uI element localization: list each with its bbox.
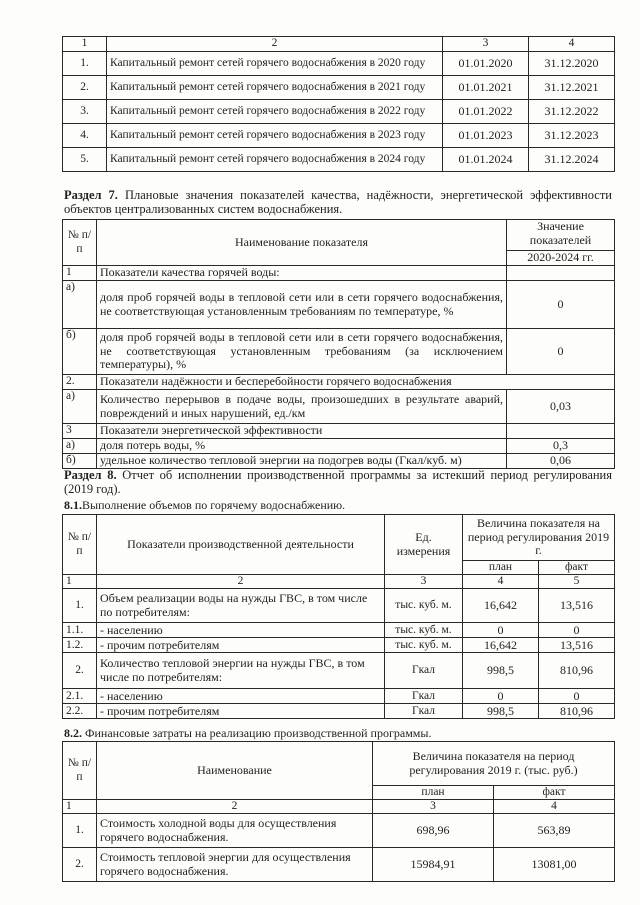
fact-header: факт [539, 561, 615, 575]
row-number: 1. [63, 814, 97, 848]
indicator-value: 0 [507, 329, 615, 375]
col-number: 3 [443, 37, 529, 52]
col-number: 4 [494, 800, 615, 814]
indicator-header: Показатели производственной деятельности [97, 515, 385, 575]
fact-header: факт [494, 786, 615, 800]
table-row [63, 439, 615, 454]
table-row [63, 814, 615, 848]
table-row [63, 390, 615, 424]
indicator-name: Показатели энергетической эффективности [97, 424, 507, 439]
table-row [63, 689, 615, 704]
row-number: 2. [63, 375, 97, 390]
unit: тыс. куб. м. [385, 638, 463, 653]
indicator-name: - населению [97, 623, 385, 638]
row-number: б) [63, 329, 97, 375]
name-header: Наименование показателя [97, 220, 507, 266]
start-date: 01.01.2022 [443, 100, 529, 124]
value-group-header: Величина показателя на период регулирования 2019 г. [463, 515, 615, 561]
number-header: № п/п [63, 742, 97, 800]
table-header-row [63, 515, 615, 561]
start-date: 01.01.2023 [443, 124, 529, 148]
fact-value: 563,89 [494, 814, 615, 848]
fact-value: 0 [539, 689, 615, 704]
fact-value: 13,516 [539, 589, 615, 623]
plan-value: 998,5 [463, 704, 539, 719]
row-number: 4. [63, 124, 107, 148]
indicator-name: Количество перерывов в подаче воды, произошедших в результате аварий, повреждений и иных нарушений, ед./км [97, 390, 507, 424]
column-numbers-row [63, 575, 615, 589]
unit: Гкал [385, 689, 463, 704]
end-date: 31.12.2024 [529, 148, 615, 172]
section8-heading [64, 468, 612, 496]
row-number: 1 [63, 266, 97, 281]
section7-heading [64, 188, 612, 216]
subsection-number: 8.1. [64, 498, 82, 512]
row-number: 3 [63, 424, 97, 439]
indicator-value [507, 424, 615, 439]
unit: Гкал [385, 653, 463, 689]
start-date: 01.01.2021 [443, 76, 529, 100]
indicator-name: доля проб горячей воды в тепловой сети или в сети горячего водоснабжения, не соответствующая установленным требованиям по температуре, % [97, 281, 507, 329]
row-number: 1.1. [63, 623, 97, 638]
section7-indicators-table [62, 219, 615, 469]
subsection-8-2-heading [64, 726, 431, 741]
work-name: Капитальный ремонт сетей горячего водоснабжения в 2021 году [107, 76, 443, 100]
end-date: 31.12.2020 [529, 52, 615, 76]
fact-value: 810,96 [539, 653, 615, 689]
table-row [63, 100, 615, 124]
end-date: 31.12.2022 [529, 100, 615, 124]
fact-value: 13,516 [539, 638, 615, 653]
table-row [63, 76, 615, 100]
indicator-name: удельное количество тепловой энергии на подогрев воды (Гкал/куб. м) [97, 454, 507, 469]
section7-title: Плановые значения показателей качества, надёжности, энергетической эффективности объектов централизованных систем водоснабжения. [64, 188, 612, 216]
indicator-name: Показатели качества горячей воды: [97, 266, 507, 281]
plan-value: 998,5 [463, 653, 539, 689]
col-number: 5 [539, 575, 615, 589]
value-header-title: Значение показателей [529, 219, 592, 248]
name-header: Наименование [97, 742, 373, 800]
column-numbers-row [63, 800, 615, 814]
work-name: Капитальный ремонт сетей горячего водоснабжения в 2020 году [107, 52, 443, 76]
number-header: № п/п [63, 220, 97, 266]
plan-value: 698,96 [373, 814, 494, 848]
indicator-name: доля потерь воды, % [97, 439, 507, 454]
row-number: а) [63, 390, 97, 424]
col-number: 4 [529, 37, 615, 52]
work-name: Капитальный ремонт сетей горячего водоснабжения в 2022 году [107, 100, 443, 124]
row-number: 3. [63, 100, 107, 124]
indicator-value [507, 266, 615, 281]
col-number: 3 [385, 575, 463, 589]
row-number: а) [63, 281, 97, 329]
table-header-row [63, 37, 615, 52]
table-row [63, 52, 615, 76]
table-row [63, 375, 615, 390]
unit: Гкал [385, 704, 463, 719]
plan-header: план [463, 561, 539, 575]
table-header-row [63, 742, 615, 786]
unit: тыс. куб. м. [385, 623, 463, 638]
indicator-value: 0 [507, 281, 615, 329]
row-number: 1. [63, 589, 97, 623]
volumes-table [62, 514, 615, 719]
row-number: 2.2. [63, 704, 97, 719]
row-number: 2. [63, 848, 97, 882]
value-header-period: 2020-2024 гг. [507, 250, 614, 265]
plan-header: план [373, 786, 494, 800]
table-row [63, 148, 615, 172]
col-number: 2 [97, 575, 385, 589]
cost-name: Стоимость тепловой энергии для осуществления горячего водоснабжения. [97, 848, 373, 882]
financial-costs-table [62, 741, 615, 882]
plan-value: 0 [463, 623, 539, 638]
table-row [63, 281, 615, 329]
table-row [63, 653, 615, 689]
row-number: 2. [63, 76, 107, 100]
indicator-name: Количество тепловой энергии на нужды ГВС, в том числе по потребителям: [97, 653, 385, 689]
plan-value: 0 [463, 689, 539, 704]
cost-name: Стоимость холодной воды для осуществления горячего водоснабжения. [97, 814, 373, 848]
table-row [63, 623, 615, 638]
indicator-name: Объем реализации воды на нужды ГВС, в том числе по потребителям: [97, 589, 385, 623]
table-row [63, 704, 615, 719]
col-number: 3 [373, 800, 494, 814]
subsection-title: Финансовые затраты на реализацию производственной программы. [85, 726, 432, 740]
table-row [63, 424, 615, 439]
fact-value: 0 [539, 623, 615, 638]
section8-title: Отчет об исполнении производственной программы за истекший период регулирования (2019 год). [64, 468, 612, 496]
table-header-row [63, 220, 615, 266]
indicator-name: - прочим потребителям [97, 704, 385, 719]
fact-value: 810,96 [539, 704, 615, 719]
indicator-name: - населению [97, 689, 385, 704]
work-name: Капитальный ремонт сетей горячего водоснабжения в 2023 году [107, 124, 443, 148]
start-date: 01.01.2024 [443, 148, 529, 172]
subsection-title: Выполнение объемов по горячему водоснабжению. [82, 498, 346, 512]
table-row [63, 589, 615, 623]
col-number: 2 [97, 800, 373, 814]
indicator-value: 0,06 [507, 454, 615, 469]
col-number: 4 [463, 575, 539, 589]
row-number: 2.1. [63, 689, 97, 704]
section8-label: Раздел 8. [64, 468, 117, 482]
col-number: 1 [63, 800, 97, 814]
table-row [63, 848, 615, 882]
table-row [63, 266, 615, 281]
table-row [63, 454, 615, 469]
table-row [63, 329, 615, 375]
plan-value: 16,642 [463, 638, 539, 653]
row-number: б) [63, 454, 97, 469]
col-number: 1 [63, 37, 107, 52]
row-number: а) [63, 439, 97, 454]
value-header [507, 220, 615, 266]
row-number: 1. [63, 52, 107, 76]
indicator-name: доля проб горячей воды в тепловой сети или в сети горячего водоснабжения, не соответствующая установленным требованиям (за исключением температуры), % [97, 329, 507, 375]
section7-label: Раздел 7. [64, 188, 118, 202]
top-works-table [62, 36, 615, 172]
row-number: 1.2. [63, 638, 97, 653]
plan-value: 15984,91 [373, 848, 494, 882]
value-group-header: Величина показателя на период регулирования 2019 г. (тыс. руб.) [373, 742, 615, 786]
table-row [63, 638, 615, 653]
end-date: 31.12.2021 [529, 76, 615, 100]
col-number: 2 [107, 37, 443, 52]
indicator-value: 0,3 [507, 439, 615, 454]
subsection-number: 8.2. [64, 726, 82, 740]
fact-value: 13081,00 [494, 848, 615, 882]
number-header: № п/п [63, 515, 97, 575]
table-row [63, 124, 615, 148]
unit-header: Ед. измерения [385, 515, 463, 575]
plan-value: 16,642 [463, 589, 539, 623]
col-number: 1 [63, 575, 97, 589]
unit: тыс. куб. м. [385, 589, 463, 623]
subsection-8-1-heading [64, 498, 345, 513]
indicator-name: Показатели надёжности и бесперебойности горячего водоснабжения [97, 375, 615, 390]
indicator-name: - прочим потребителям [97, 638, 385, 653]
indicator-value: 0,03 [507, 390, 615, 424]
work-name: Капитальный ремонт сетей горячего водоснабжения в 2024 году [107, 148, 443, 172]
end-date: 31.12.2023 [529, 124, 615, 148]
start-date: 01.01.2020 [443, 52, 529, 76]
row-number: 2. [63, 653, 97, 689]
row-number: 5. [63, 148, 107, 172]
